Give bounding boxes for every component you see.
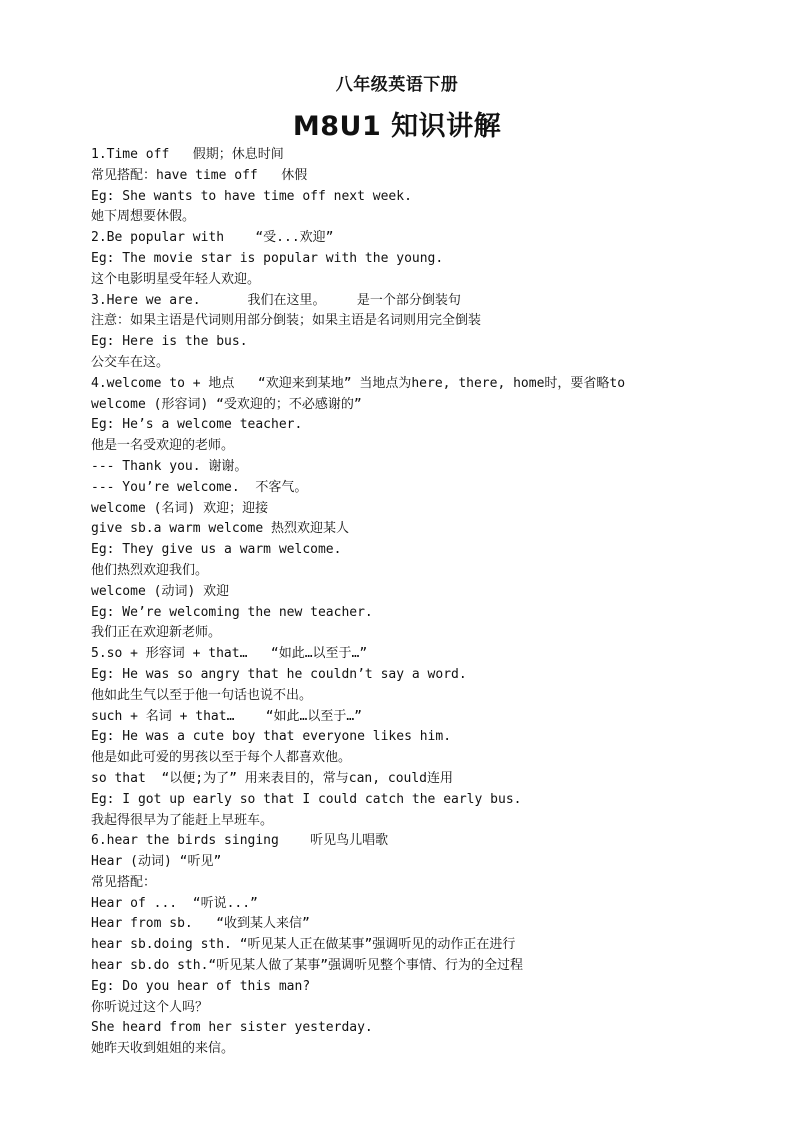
text-line: 公交车在这。 [91,354,170,370]
text-line: 你听说过这个人吗？ [91,999,209,1015]
text-line: --- Thank you. 谢谢。 [91,458,248,474]
text-line: Eg: Do you hear of this man? [91,978,311,994]
text-line: She heard from her sister yesterday. [91,1020,373,1036]
text-line: Eg: We’re welcoming the new teacher. [91,604,373,620]
text-line: hear sb.do sth.“听见某人做了某事”强调听见整个事情、行为的全过程 [91,958,524,974]
text-line: Eg: He was so angry that he couldn’t say a word. [91,666,467,682]
text-line: give sb.a warm welcome 热烈欢迎某人 [91,521,350,537]
text-line: Eg: Here is the bus. [91,334,248,350]
text-line: Hear (动词) “听见” [91,854,222,870]
text-line: 注意：如果主语是代词则用部分倒装；如果主语是名词则用完全倒装 [91,313,482,329]
text-line: 他是一名受欢迎的老师。 [91,438,235,454]
text-line: Eg: He was a cute boy that everyone likes him. [91,729,452,745]
text-line: 我起得很早为了能赶上早班车。 [91,812,274,828]
text-line: 3.Here we are. 我们在这里。 是一个部分倒装句 [91,292,461,308]
text-line: 她昨天收到姐姐的来信。 [91,1041,235,1057]
text-line: welcome (形容词) “受欢迎的；不必感谢的” [91,396,362,412]
text-line: 这个电影明星受年轻人欢迎。 [91,271,261,287]
text-line: Eg: He’s a welcome teacher. [91,417,303,433]
text-line: 常见搭配： [91,874,157,890]
text-line: welcome (名词) 欢迎；迎接 [91,500,269,516]
text-line: 她下周想要休假。 [91,209,196,225]
text-line: 我们正在欢迎新老师。 [91,625,222,641]
text-line: 6.hear the birds singing 听见鸟儿唱歌 [91,833,389,849]
text-line: Eg: I got up early so that I could catch the early bus. [91,791,522,807]
document-body [91,145,741,1060]
text-line: so that “以便;为了” 用来表目的，常与can, could连用 [91,770,454,786]
text-line: Eg: She wants to have time off next week. [91,188,412,204]
text-line: --- You’re welcome. 不客气。 [91,479,308,495]
text-line: welcome (动词) 欢迎 [91,583,230,599]
text-line: Hear of ... “听说...” [91,895,258,911]
text-line: Eg: They give us a warm welcome. [91,542,342,558]
text-line: hear sb.doing sth. “听见某人正在做某事”强调听见的动作正在进行 [91,937,516,953]
text-line: 1.Time off 假期；休息时间 [91,147,284,162]
text-line: 2.Be popular with “受...欢迎” [91,230,334,246]
text-line: 他如此生气以至于他一句话也说不出。 [91,687,313,703]
document-subtitle: 八年级英语下册 [335,75,459,95]
text-line: Hear from sb. “收到某人来信” [91,916,310,932]
text-line: 他是如此可爱的男孩以至于每个人都喜欢他。 [91,750,352,766]
text-line: such + 名词 + that… “如此…以至于…” [91,708,363,724]
text-line: 4.welcome to + 地点 “欢迎来到某地” 当地点为here, there, home时，要省略to [91,375,626,391]
text-line: 5.so + 形容词 + that… “如此…以至于…” [91,646,368,662]
text-line: 他们热烈欢迎我们。 [91,562,209,578]
text-line: 常见搭配：have time off 休假 [91,167,308,183]
document-title: M8U1 知识讲解 [292,111,502,142]
text-line: Eg: The movie star is popular with the young. [91,250,444,266]
